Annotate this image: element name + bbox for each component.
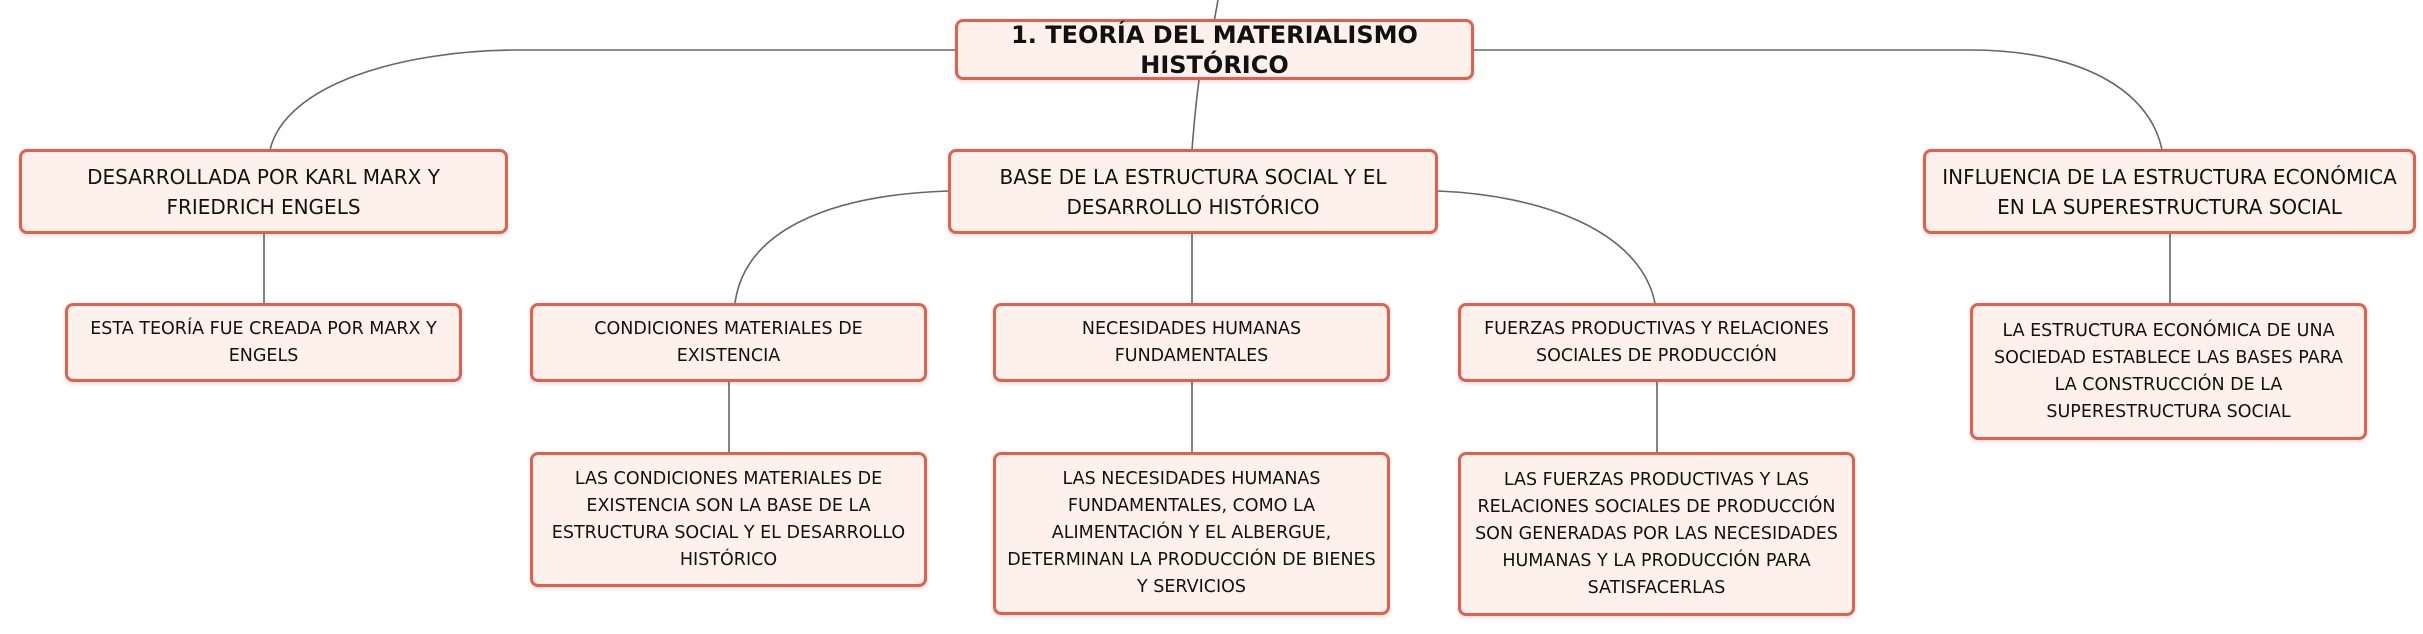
root-node[interactable] [955,19,1474,80]
node-necesidades-detalle-label: LAS NECESIDADES HUMANAS FUNDAMENTALES, COMO LA ALIMENTACIÓN Y EL ALBERGUE, DETERMINAN LA PRODUCCIÓN DE BIENES Y SERVICIOS [1007,469,1376,597]
node-teoria-creada[interactable] [65,303,462,382]
connector-center-forces [1438,191,1655,303]
node-base-estructura-social-label: BASE DE LA ESTRUCTURA SOCIAL Y EL DESARROLLO HISTÓRICO [999,164,1387,219]
node-fuerzas-productivas-label: FUERZAS PRODUCTIVAS Y RELACIONES SOCIALES DE PRODUCCIÓN [1484,318,1829,366]
connector-center-conditions [735,191,948,303]
node-karl-marx-engels-label: DESARROLLADA POR KARL MARX Y FRIEDRICH ENGELS [87,164,440,219]
node-base-estructura-social[interactable] [948,149,1438,234]
connector-root-left [270,50,955,150]
node-necesidades-detalle[interactable] [993,452,1390,615]
node-fuerzas-detalle[interactable] [1458,452,1855,616]
node-karl-marx-engels[interactable] [19,149,508,234]
node-condiciones-detalle-label: LAS CONDICIONES MATERIALES DE EXISTENCIA SON LA BASE DE LA ESTRUCTURA SOCIAL Y EL DESARROLLO HISTÓRICO [551,468,906,570]
node-necesidades-humanas[interactable] [993,303,1390,382]
node-fuerzas-productivas[interactable] [1458,303,1855,382]
connector-root-center [1192,80,1199,150]
node-necesidades-humanas-label: NECESIDADES HUMANAS FUNDAMENTALES [1081,318,1302,366]
node-condiciones-detalle[interactable] [530,452,927,587]
node-estructura-economica-detalle[interactable] [1970,303,2367,440]
node-influencia-estructura-economica-label: INFLUENCIA DE LA ESTRUCTURA ECONÓMICA EN LA SUPERESTRUCTURA SOCIAL [1942,164,2397,219]
connector-root-right [1474,50,2162,150]
root-node-label: 1. TEORÍA DEL MATERIALISMO HISTÓRICO [1011,20,1418,79]
node-fuerzas-detalle-label: LAS FUERZAS PRODUCTIVAS Y LAS RELACIONES SOCIALES DE PRODUCCIÓN SON GENERADAS POR LAS NECESIDADES HUMANAS Y LA PRODUCCIÓN PARA SATISFACERLAS [1475,469,1838,598]
node-influencia-estructura-economica[interactable] [1923,149,2416,234]
node-teoria-creada-label: ESTA TEORÍA FUE CREADA POR MARX Y ENGELS [90,318,437,366]
node-condiciones-materiales-label: CONDICIONES MATERIALES DE EXISTENCIA [594,318,863,366]
node-condiciones-materiales[interactable] [530,303,927,382]
node-estructura-economica-detalle-label: LA ESTRUCTURA ECONÓMICA DE UNA SOCIEDAD ESTABLECE LAS BASES PARA LA CONSTRUCCIÓN DE LA SUPERESTRUCTURA SOCIAL [1993,320,2344,422]
